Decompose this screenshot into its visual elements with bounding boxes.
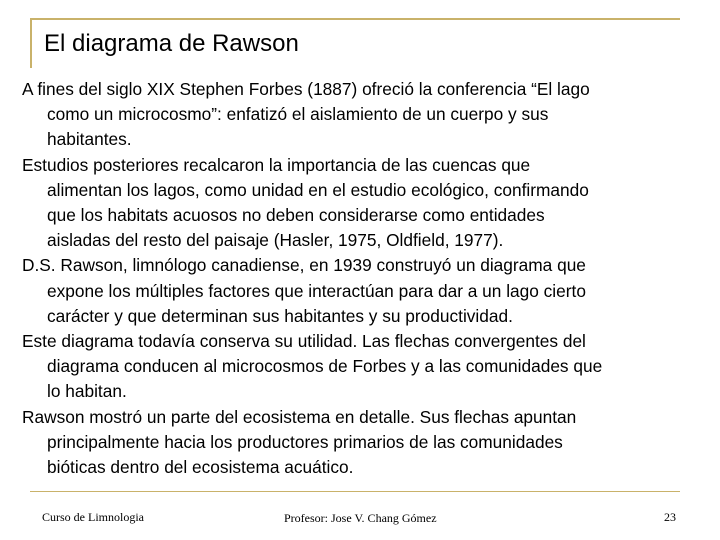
slide-body: [22, 77, 702, 480]
page-title: El diagrama de Rawson: [44, 30, 299, 57]
paragraph: [22, 77, 702, 153]
footer-rule: [30, 491, 680, 492]
paragraph-line: bióticas dentro del ecosistema acuático.: [47, 457, 354, 478]
paragraph: [22, 329, 702, 405]
paragraph-line: D.S. Rawson, limnólogo canadiense, en 1939 construyó un diagrama que: [22, 255, 586, 276]
paragraph-line: alimentan los lagos, como unidad en el estudio ecológico, confirmando: [47, 179, 589, 200]
paragraph-line: diagrama conducen al microcosmos de Forbes y a las comunidades que: [47, 356, 603, 377]
title-frame-horizontal-rule: [30, 18, 680, 20]
footer-professor: Profesor: Jose V. Chang Gómez: [284, 511, 437, 525]
paragraph-line: que los habitats acuosos no deben considerarse como entidades: [47, 205, 545, 226]
title-frame-vertical-rule: [30, 18, 32, 68]
paragraph-line: carácter y que determinan sus habitantes y su productividad.: [47, 305, 513, 326]
paragraph: [22, 253, 702, 329]
paragraph-line: como un microcosmo”: enfatizó el aislamiento de un cuerpo y sus: [47, 104, 549, 125]
footer-course: Curso de Limnologia: [42, 510, 144, 524]
paragraph-line: A fines del siglo XIX Stephen Forbes (1887) ofreció la conferencia “El lago: [22, 79, 590, 99]
page-number: 23: [664, 510, 676, 524]
paragraph-line: Rawson mostró un parte del ecosistema en detalle. Sus flechas apuntan: [22, 406, 577, 427]
paragraph-line: aisladas del resto del paisaje (Hasler, 1975, Oldfield, 1977).: [47, 230, 504, 251]
paragraph-line: principalmente hacia los productores primarios de las comunidades: [47, 431, 563, 452]
paragraph-line: lo habitan.: [47, 381, 127, 402]
paragraph: [22, 405, 702, 481]
paragraph: [22, 153, 702, 254]
paragraph-line: Estudios posteriores recalcaron la importancia de las cuencas que: [22, 154, 531, 175]
paragraph-line: Este diagrama todavía conserva su utilidad. Las flechas convergentes del: [22, 331, 586, 352]
paragraph-line: habitantes.: [47, 129, 132, 150]
paragraph-line: expone los múltiples factores que interactúan para dar a un lago cierto: [47, 280, 586, 301]
